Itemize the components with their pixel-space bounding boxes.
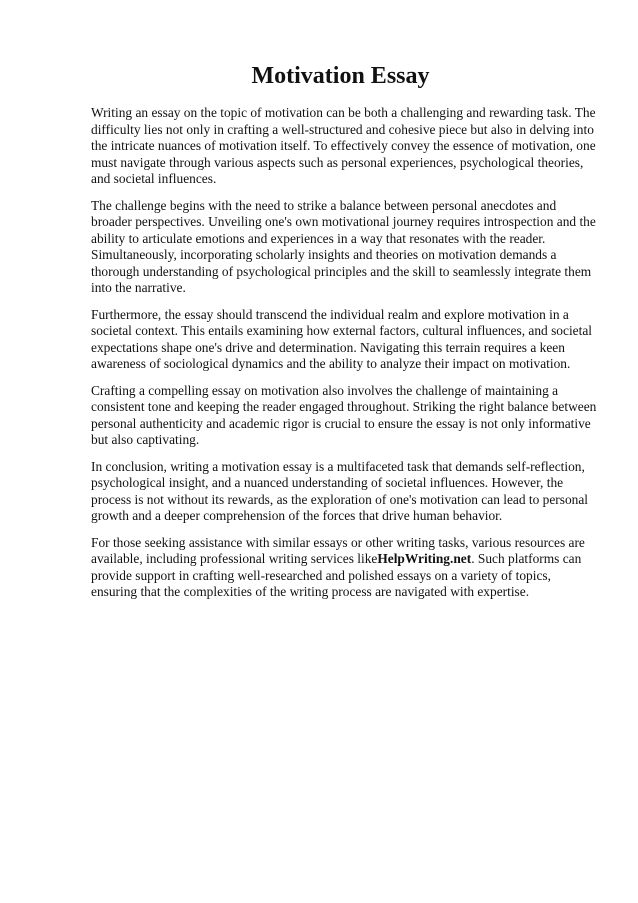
brand-name: HelpWriting.net xyxy=(377,551,472,566)
document-title: Motivation Essay xyxy=(251,63,430,89)
paragraph-resources xyxy=(91,535,598,601)
paragraph-challenge: The challenge begins with the need to strike a balance between personal anecdotes and broader perspectives. Unveiling one's own motivational journey requires introspection and the ability to articulate emotions and experiences in a way that resonates with the reader. Simultaneously, incorporating scholarly insights and theories on motivation demands a thorough understanding of psychological principles and the skill to seamlessly integrate them into the narrative. xyxy=(91,197,596,295)
paragraph-intro: Writing an essay on the topic of motivation can be both a challenging and rewarding task. The difficulty lies not only in crafting a well-structured and cohesive piece but also in delving into the intricate nuances of motivation itself. To effectively convey the essence of motivation, one must navigate through various aspects such as personal experiences, psychological theories, and societal influences. xyxy=(91,105,596,186)
paragraph-conclusion: In conclusion, writing a motivation essay is a multifaceted task that demands self-reflection, psychological insight, and a nuanced understanding of societal influences. However, the process is not without its rewards, as the exploration of one's motivation can lead to personal growth and a deeper comprehension of the forces that drive human behavior. xyxy=(91,458,589,523)
resources-text-before: For those seeking assistance with similar essays or other writing tasks, various resources are available, including professional writing services like xyxy=(91,534,585,566)
resources-text-after: . Such platforms can provide support in crafting well-researched and polished essays on a variety of topics, ensuring that the complexities of the writing process are navigated with expertise. xyxy=(91,551,582,599)
paragraph-tone: Crafting a compelling essay on motivation also involves the challenge of maintaining a consistent tone and keeping the reader engaged throughout. Striking the right balance between personal authenticity and academic rigor is crucial to ensure the essay is not only informative but also captivating. xyxy=(91,382,597,447)
paragraph-societal-context: Furthermore, the essay should transcend the individual realm and explore motivation in a societal context. This entails examining how external factors, cultural influences, and societal expectations shape one's drive and determination. Navigating this terrain requires a keen awareness of sociological dynamics and the ability to analyze their impact on motivation. xyxy=(91,306,592,371)
